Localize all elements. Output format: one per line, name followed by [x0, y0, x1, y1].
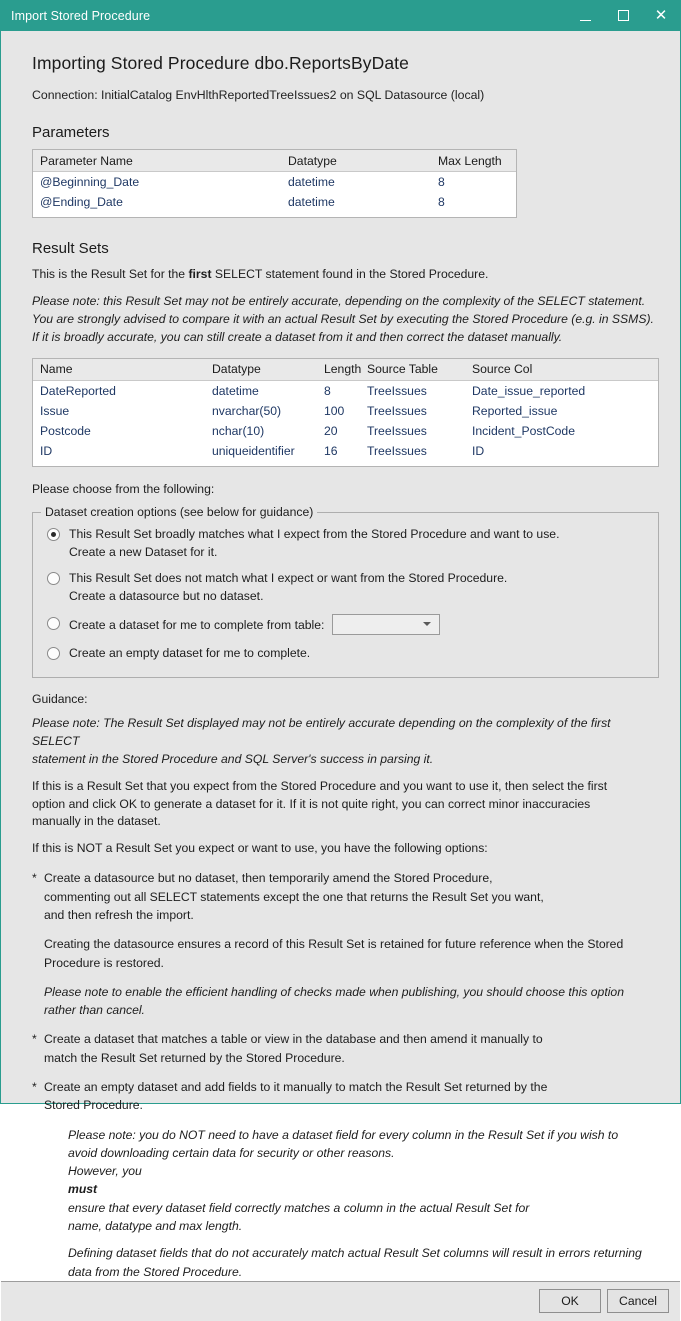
- column-header-length: Length: [324, 362, 362, 377]
- bullet-1-line-2: commenting out all SELECT statements except the one that returns the Result Set you want,: [44, 889, 544, 904]
- guidance-para-1-line-2: option and click OK to generate a dataset for it. If it is not quite right, you can correct minor inaccuracies: [32, 796, 591, 811]
- guidance-para-1-line-3: manually in the dataset.: [32, 814, 161, 829]
- bullet-3-line-1: Create an empty dataset and add fields to it manually to match the Result Set returned by the: [44, 1079, 548, 1094]
- cell-datatype: datetime: [288, 175, 335, 189]
- cell-name: ID: [40, 443, 53, 458]
- option-row-no-match[interactable]: [43, 570, 648, 606]
- connection-info: Connection: InitialCatalog EnvHlthReportedTreeIssues2 on SQL Datasource (local): [32, 88, 485, 102]
- guidance-note-1-line-2: statement in the Stored Procedure and SQL Server's success in parsing it.: [32, 751, 434, 766]
- column-header-source-table: Source Table: [367, 362, 438, 377]
- bullet-marker: *: [32, 871, 37, 886]
- page-title: Importing Stored Procedure dbo.ReportsByDate: [32, 53, 409, 73]
- bullet-marker: *: [32, 1032, 37, 1047]
- guidance-para-1: [32, 778, 659, 832]
- minimize-button[interactable]: [566, 0, 604, 31]
- column-header-source-col: Source Col: [472, 362, 533, 377]
- final-note-line-3: [68, 1162, 659, 1217]
- guidance-sub-1-line-2: Procedure is restored.: [44, 955, 164, 970]
- cancel-button[interactable]: Cancel: [607, 1289, 669, 1313]
- option-line-2: Create a new Dataset for it.: [69, 544, 218, 559]
- cell-name: Issue: [40, 403, 70, 418]
- cell-parameter-name: @Beginning_Date: [40, 175, 140, 189]
- result-set-grid[interactable]: [32, 358, 659, 467]
- dialog-footer: [1, 1281, 680, 1321]
- option-row-empty-dataset[interactable]: [43, 645, 648, 663]
- cell-source-table: TreeIssues: [367, 443, 427, 458]
- final-note-line-4: name, datatype and max length.: [68, 1219, 243, 1234]
- cell-parameter-name: @Ending_Date: [40, 195, 123, 209]
- option-label-match-and-use: [69, 526, 559, 562]
- column-header-datatype: Datatype: [212, 362, 261, 377]
- dataset-creation-options-group: [32, 504, 659, 678]
- radio-match-and-use[interactable]: [47, 528, 60, 541]
- option-label-empty-dataset: [69, 645, 310, 663]
- final-note-line-2: avoid downloading certain data for security or other reasons.: [68, 1145, 395, 1160]
- title-bar: [1, 0, 680, 31]
- final-note-line-5: Defining dataset fields that do not accurately match actual Result Set columns will result in errors returning: [68, 1246, 642, 1261]
- option-line-1: Create a dataset for me to complete from table:: [69, 617, 325, 632]
- guidance-bullet-2: [32, 1030, 659, 1067]
- cell-datatype: nvarchar(50): [212, 403, 282, 418]
- bullet-3-line-2: Stored Procedure.: [44, 1098, 143, 1113]
- window-controls: [566, 0, 680, 31]
- note-line-2: You are strongly advised to compare it with an actual Result Set by executing the Stored Procedure (e.g. in SSMS).: [32, 311, 654, 326]
- result-set-intro: [32, 266, 659, 284]
- guidance-note-1: [32, 715, 659, 769]
- cell-source-table: TreeIssues: [367, 383, 427, 398]
- cell-source-col: Date_issue_reported: [472, 383, 586, 398]
- chevron-down-icon: [423, 622, 431, 626]
- cell-source-col: Reported_issue: [472, 403, 558, 418]
- cell-source-col: Incident_PostCode: [472, 423, 575, 438]
- grid-filler: [33, 461, 658, 466]
- guidance-sub-1: [44, 935, 659, 972]
- intro-pre: This is the Result Set for the: [32, 267, 189, 281]
- parameters-grid-header: [33, 150, 516, 172]
- guidance-final-note: [68, 1126, 659, 1281]
- guidance-para-2: If this is NOT a Result Set you expect or want to use, you have the following options:: [32, 841, 488, 856]
- bullet-1-line-3: and then refresh the import.: [44, 907, 194, 922]
- option-row-from-table[interactable]: [43, 615, 648, 636]
- final-note-line-1: Please note: you do NOT need to have a dataset field for every column in the Result Set if you wish to: [68, 1127, 619, 1142]
- cell-source-table: TreeIssues: [367, 423, 427, 438]
- table-row[interactable]: [33, 441, 658, 461]
- maximize-button[interactable]: [604, 0, 642, 31]
- cell-length: 100: [324, 403, 345, 418]
- option-row-match-and-use[interactable]: [43, 526, 648, 562]
- cell-source-col: ID: [472, 443, 485, 458]
- guidance-sub-1-line-1: Creating the datasource ensures a record of this Result Set is retained for future reference when the Stored: [44, 937, 624, 952]
- parameters-section-title: Parameters: [32, 124, 110, 141]
- option-line-1: This Result Set does not match what I expect or want from the Stored Procedure.: [69, 571, 508, 586]
- final-note-emphasis: must: [68, 1182, 98, 1197]
- ok-button[interactable]: OK: [539, 1289, 601, 1313]
- cell-length: 20: [324, 423, 338, 438]
- radio-no-match[interactable]: [47, 572, 60, 585]
- cell-max-length: 8: [438, 175, 445, 189]
- bullet-3-text: [44, 1078, 659, 1115]
- cell-datatype: datetime: [212, 383, 259, 398]
- result-set-note: [32, 293, 659, 347]
- final-note-line-6: data from the Stored Procedure.: [68, 1264, 243, 1279]
- bullet-2-text: [44, 1030, 659, 1067]
- cell-length: 8: [324, 383, 331, 398]
- bullet-marker: *: [32, 1079, 37, 1094]
- maximize-icon: [618, 10, 629, 21]
- bullet-2-line-1: Create a dataset that matches a table or view in the database and then amend it manually to: [44, 1032, 543, 1047]
- choose-prompt: Please choose from the following:: [32, 481, 215, 496]
- table-row[interactable]: [33, 421, 658, 441]
- table-row[interactable]: [33, 192, 516, 212]
- option-line-1: Create an empty dataset for me to complete.: [69, 645, 311, 660]
- column-header-name: Name: [40, 362, 73, 377]
- grid-filler: [33, 212, 516, 217]
- final-note-line-3-pre: However, you: [68, 1164, 142, 1179]
- result-sets-section-title: Result Sets: [32, 240, 109, 257]
- table-row[interactable]: [33, 401, 658, 421]
- guidance-bullet-1: [32, 869, 659, 924]
- result-set-grid-header: [33, 359, 658, 381]
- table-row[interactable]: [33, 172, 516, 192]
- table-row[interactable]: [33, 381, 658, 401]
- cell-length: 16: [324, 443, 338, 458]
- guidance-sub-1-note: [44, 983, 659, 1020]
- bullet-1-line-1: Create a datasource but no dataset, then temporarily amend the Stored Procedure,: [44, 871, 493, 886]
- cell-source-table: TreeIssues: [367, 403, 427, 418]
- window-title: Import Stored Procedure: [11, 8, 151, 23]
- radio-from-table[interactable]: [47, 617, 60, 630]
- guidance-bullet-3: [32, 1078, 659, 1115]
- cell-max-length: 8: [438, 195, 445, 209]
- column-header-parameter-name: Parameter Name: [40, 153, 133, 168]
- cell-datatype: nchar(10): [212, 423, 265, 438]
- intro-post: SELECT statement found in the Stored Procedure.: [211, 267, 489, 281]
- column-header-max-length: Max Length: [438, 153, 502, 168]
- dialog-content: [1, 31, 680, 1281]
- close-button[interactable]: [642, 0, 680, 31]
- option-line-1: This Result Set broadly matches what I expect from the Stored Procedure and want to use.: [69, 526, 560, 541]
- radio-empty-dataset[interactable]: [47, 647, 60, 660]
- guidance-note-1-line-1: Please note: The Result Set displayed may not be entirely accurate depending on the complexity of the first SELECT: [32, 715, 611, 748]
- close-icon: ✕: [654, 7, 668, 24]
- bullet-1-text: [44, 869, 659, 924]
- cell-datatype: datetime: [288, 195, 335, 209]
- note-line-1: Please note: this Result Set may not be entirely accurate, depending on the complexity of the SELECT statement.: [32, 293, 646, 308]
- cell-name: Postcode: [40, 423, 91, 438]
- column-header-datatype: Datatype: [288, 153, 337, 168]
- option-line-2: Create a datasource but no dataset.: [69, 589, 264, 604]
- cell-name: DateReported: [40, 383, 116, 398]
- parameters-grid[interactable]: [32, 149, 517, 218]
- option-label-no-match: [69, 570, 507, 606]
- guidance-label: Guidance:: [32, 691, 88, 706]
- group-legend: Dataset creation options (see below for guidance): [41, 505, 317, 519]
- note-line-3: If it is broadly accurate, you can still create a dataset from it and then correct the dataset manually.: [32, 329, 563, 344]
- option-label-from-table: [69, 615, 440, 636]
- table-select[interactable]: [332, 614, 440, 635]
- guidance-sub-1-note-line-1: Please note to enable the efficient handling of checks made when publishing, you should choose this option: [44, 984, 624, 999]
- guidance-sub-1-note-line-2: rather than cancel.: [44, 1003, 145, 1018]
- final-note-line-3-post: ensure that every dataset field correctly matches a column in the actual Result Set for: [68, 1200, 530, 1215]
- intro-emphasis: first: [188, 267, 212, 281]
- minimize-icon: [580, 20, 591, 21]
- guidance-para-1-line-1: If this is a Result Set that you expect from the Stored Procedure and you want to use it, then select the first: [32, 778, 608, 793]
- bullet-2-line-2: match the Result Set returned by the Stored Procedure.: [44, 1050, 345, 1065]
- cell-datatype: uniqueidentifier: [212, 443, 295, 458]
